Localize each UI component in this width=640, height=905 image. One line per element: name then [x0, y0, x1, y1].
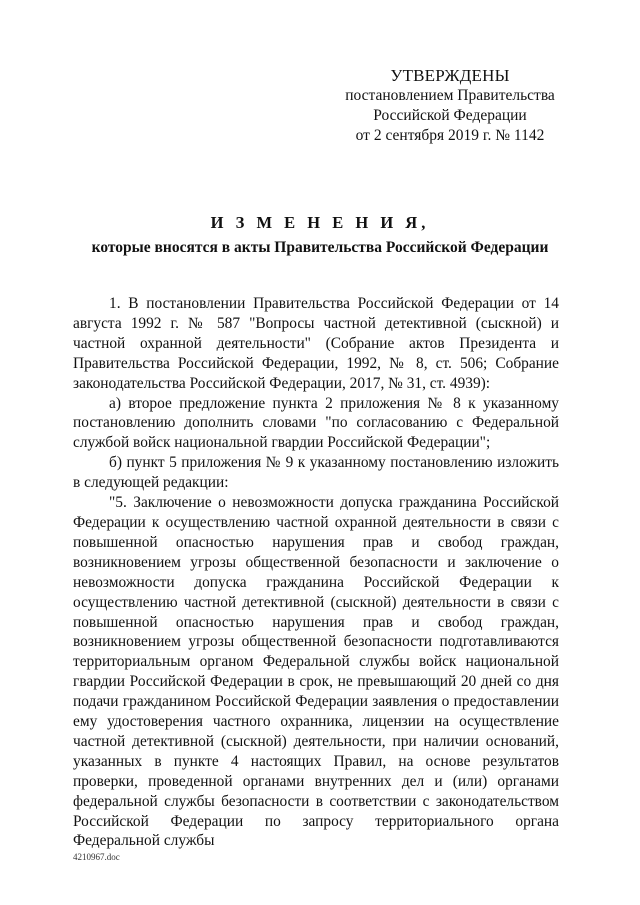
- paragraph-1: 1. В постановлении Правительства Российской Федерации от 14 августа 1992 г. № 587 "Вопросы частной детективной (сыскной) и частной охранной деятельности" (Собрание актов Президента и Правительства Российской Федерации, 1992, № 8, ст. 506; Собрание законодательства Российской Федерации, 2017, № 31, ст. 4939):: [73, 295, 559, 392]
- document-subtitle: которые вносятся в акты Правительства Российской Федерации: [91, 239, 549, 256]
- approval-line-date-number: от 2 сентября 2019 г. № 1142: [355, 127, 545, 144]
- paragraph-b: б) пункт 5 приложения № 9 к указанному постановлению изложить в следующей редакции:: [73, 454, 559, 492]
- paragraph-a: а) второе предложение пункта 2 приложения № 8 к указанному постановлению дополнить словами "по согласованию с Федеральной службой войск национальной гвардии Российской Федерации";: [73, 394, 559, 452]
- document-title: И З М Е Н Е Н И Я,: [210, 213, 430, 232]
- approval-block: [330, 66, 570, 146]
- approval-line-resolution: постановлением Правительства: [345, 87, 555, 104]
- approval-heading: УТВЕРЖДЕНЫ: [390, 66, 510, 85]
- approval-line-government: Российской Федерации: [373, 107, 527, 124]
- paragraph-quote: "5. Заключение о невозможности допуска гражданина Российской Федерации к осуществлению частной охранной деятельности в связи с повышенной опасностью нарушения прав и свобод граждан, возникновением угрозы общественной безопасности и заключение о невозможности допуска гражданина Российской Федерации к осуществлению частной детективной (сыскной) деятельности в связи с повышенной опасностью нарушения прав и свобод граждан, возникновением угрозы общественной безопасности подготавливаются территориальным органом Федеральной службы войск национальной гвардии Российской Федерации в срок, не превышающий 20 дней со дня подачи гражданином Российской Федерации заявления о предоставлении ему удостоверения частного охранника, лицензии на осуществление частной детективной (сыскной) деятельности, при наличии оснований, указанных в пункте 4 настоящих Правил, на основе результатов проверки, проведенной органами внутренних дел и (или) органами федеральной службы безопасности в соответствии с законодательством Российской Федерации по запросу территориального органа Федеральной службы: [73, 494, 559, 850]
- document-body: [73, 294, 559, 851]
- file-name-footer: 4210967.doc: [73, 852, 120, 862]
